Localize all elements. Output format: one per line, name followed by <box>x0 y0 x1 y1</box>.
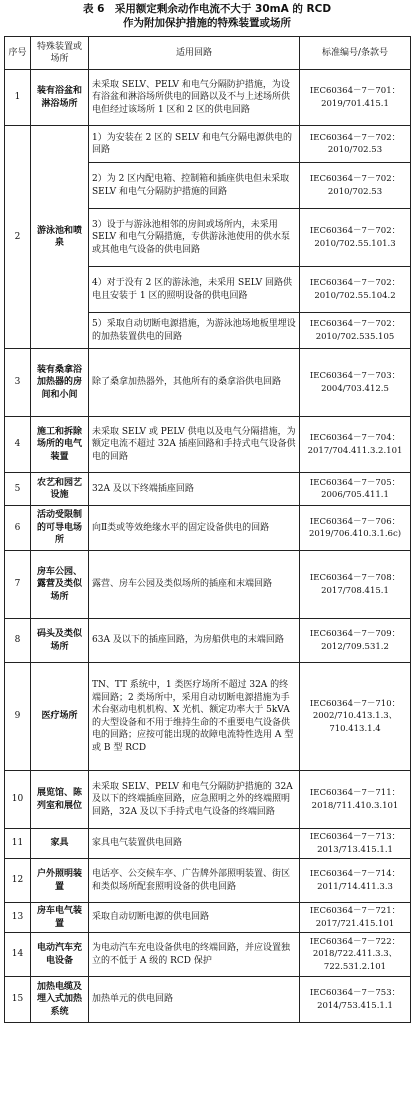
row-place: 家具 <box>31 829 89 859</box>
row-place: 房车电气装置 <box>31 903 89 933</box>
row-no: 10 <box>5 771 31 829</box>
header-std: 标准编号/条款号 <box>300 37 411 70</box>
row-std: IEC60364－7－703：2004/703.412.5 <box>300 349 411 417</box>
row-no: 13 <box>5 903 31 933</box>
row-circuit: 未采取 SELV、PELV 和电气分隔防护措施的 32A 及以下的终端插座回路，应急照明之外的终端照明回路，32A 及以下手持式电气设备的终端回路 <box>89 771 300 829</box>
row-std: IEC60364－7－753：2014/753.415.1.1 <box>300 977 411 1023</box>
row-no: 8 <box>5 619 31 663</box>
row-no: 2 <box>5 126 31 349</box>
row-circuit: 2）为 2 区内配电箱、控制箱和插座供电但未采取 SELV 和电气分隔防护措施的回路 <box>89 163 300 209</box>
row-circuit: 采取自动切断电源的供电回路 <box>89 903 300 933</box>
row-circuit: 4）对于没有 2 区的游泳池，未采用 SELV 回路供电且安装于 1 区的照明设备的供电回路 <box>89 267 300 313</box>
row-circuit: 未采取 SELV 或 PELV 供电以及电气分隔措施，为额定电流不超过 32A 插座回路和手持式电气设备供电的回路 <box>89 417 300 473</box>
row-circuit: 5）采取自动切断电源措施，为游泳池场地板里埋设的加热装置供电的回路 <box>89 313 300 349</box>
row-circuit: 电话亭、公交候车亭、广告牌外部照明装置、街区和类似场所配套照明设备的供电回路 <box>89 859 300 903</box>
table-row <box>5 126 411 163</box>
row-no: 9 <box>5 663 31 771</box>
row-std: IEC60364－7－721：2017/721.415.101 <box>300 903 411 933</box>
table-row <box>5 417 411 473</box>
row-no: 14 <box>5 933 31 977</box>
row-std: IEC60364－7－702：2010/702.55.104.2 <box>300 267 411 313</box>
row-std: IEC60364－7－709：2012/709.531.2 <box>300 619 411 663</box>
table-row <box>5 551 411 619</box>
row-no: 5 <box>5 473 31 506</box>
row-std: IEC60364－7－702：2010/702.53 <box>300 126 411 163</box>
row-std: IEC60364－7－710：2002/710.413.1.3、710.413.1.4 <box>300 663 411 771</box>
row-place: 户外照明装置 <box>31 859 89 903</box>
table-row <box>5 771 411 829</box>
table-row <box>5 933 411 977</box>
row-circuit: 63A 及以下的插座回路，为房船供电的末端回路 <box>89 619 300 663</box>
row-circuit: 露营、房车公园及类似场所的插座和末端回路 <box>89 551 300 619</box>
table-row <box>5 977 411 1023</box>
table-title-line2: 作为附加保护措施的特殊装置或场所 <box>123 17 291 29</box>
row-circuit: 未采取 SELV、PELV 和电气分隔防护措施，为设有浴盆和淋浴场所供电的回路以及不与上述场所供电但经过该场所 1 区和 2 区的供电回路 <box>89 70 300 126</box>
row-no: 15 <box>5 977 31 1023</box>
row-std: IEC60364－7－705：2006/705.411.1 <box>300 473 411 506</box>
row-circuit: 向Ⅱ类或等效绝缘水平的固定设备供电的回路 <box>89 506 300 551</box>
table-title-line1: 表 6 采用额定剩余动作电流不大于 30mA 的 RCD <box>82 3 332 15</box>
row-place: 医疗场所 <box>31 663 89 771</box>
row-std: IEC60364－7－704：2017/704.411.3.2.101 <box>300 417 411 473</box>
table-row <box>5 506 411 551</box>
table-row <box>5 473 411 506</box>
table-header-row <box>5 37 411 70</box>
row-place: 展览馆、陈列室和展位 <box>31 771 89 829</box>
row-place: 活动受限制的可导电场所 <box>31 506 89 551</box>
row-place: 游泳池和喷泉 <box>31 126 89 349</box>
header-place: 特殊装置或场所 <box>31 37 89 70</box>
table-row <box>5 349 411 417</box>
row-place: 农艺和园艺设施 <box>31 473 89 506</box>
row-no: 7 <box>5 551 31 619</box>
row-no: 4 <box>5 417 31 473</box>
header-no: 序号 <box>5 37 31 70</box>
row-circuit: 除了桑拿加热器外，其他所有的桑拿浴供电回路 <box>89 349 300 417</box>
row-place: 房车公园、露营及类似场所 <box>31 551 89 619</box>
row-no: 1 <box>5 70 31 126</box>
row-std: IEC60364－7－713：2013/713.415.1.1 <box>300 829 411 859</box>
header-circuit: 适用回路 <box>89 37 300 70</box>
row-circuit: 加热单元的供电回路 <box>89 977 300 1023</box>
row-std: IEC60364－7－702：2010/702.53 <box>300 163 411 209</box>
row-no: 12 <box>5 859 31 903</box>
row-std: IEC60364－7－714：2011/714.411.3.3 <box>300 859 411 903</box>
row-no: 6 <box>5 506 31 551</box>
row-no: 3 <box>5 349 31 417</box>
table-title <box>0 0 414 30</box>
table-row <box>5 859 411 903</box>
table-row <box>5 70 411 126</box>
row-place: 加热电缆及埋入式加热系统 <box>31 977 89 1023</box>
row-no: 11 <box>5 829 31 859</box>
row-std: IEC60364－7－722：2018/722.411.3.3、722.531.2.101 <box>300 933 411 977</box>
row-circuit: 为电动汽车充电设备供电的终端回路，并应设置独立的不低于 A 级的 RCD 保护 <box>89 933 300 977</box>
row-circuit: 1）为安装在 2 区的 SELV 和电气分隔电源供电的回路 <box>89 126 300 163</box>
row-circuit: 家具电气装置供电回路 <box>89 829 300 859</box>
row-std: IEC60364－7－706：2019/706.410.3.1.6c) <box>300 506 411 551</box>
row-place: 装有浴盆和淋浴场所 <box>31 70 89 126</box>
row-std: IEC60364－7－711：2018/711.410.3.101 <box>300 771 411 829</box>
rcd-table <box>4 36 411 1023</box>
table-row <box>5 903 411 933</box>
table-row <box>5 663 411 771</box>
row-circuit: 32A 及以下终端插座回路 <box>89 473 300 506</box>
table-row <box>5 829 411 859</box>
row-std: IEC60364－7－708：2017/708.415.1 <box>300 551 411 619</box>
row-std: IEC60364－7－702：2010/702.55.101.3 <box>300 209 411 267</box>
table-row <box>5 619 411 663</box>
row-circuit: TN、TT 系统中，1 类医疗场所不超过 32A 的终端回路；2 类场所中，采用自动切断电源措施为手术台驱动电机机构、X 光机、额定功率大于 5kVA 的大型设备和不用于维持生命的不重要电气设备供电的回路；应按可能出现的故障电流特性选用 A 型或 B 型 RCD <box>89 663 300 771</box>
row-std: IEC60364－7－702：2010/702.535.105 <box>300 313 411 349</box>
row-place: 码头及类似场所 <box>31 619 89 663</box>
row-place: 电动汽车充电设备 <box>31 933 89 977</box>
row-place: 施工和拆除场所的电气装置 <box>31 417 89 473</box>
row-circuit: 3）设于与游泳池相邻的房间或场所内，未采用 SELV 和电气分隔措施，专供游泳池使用的供水泵或其他电气设备的供电回路 <box>89 209 300 267</box>
row-std: IEC60364－7－701：2019/701.415.1 <box>300 70 411 126</box>
row-place: 装有桑拿浴加热器的房间和小间 <box>31 349 89 417</box>
